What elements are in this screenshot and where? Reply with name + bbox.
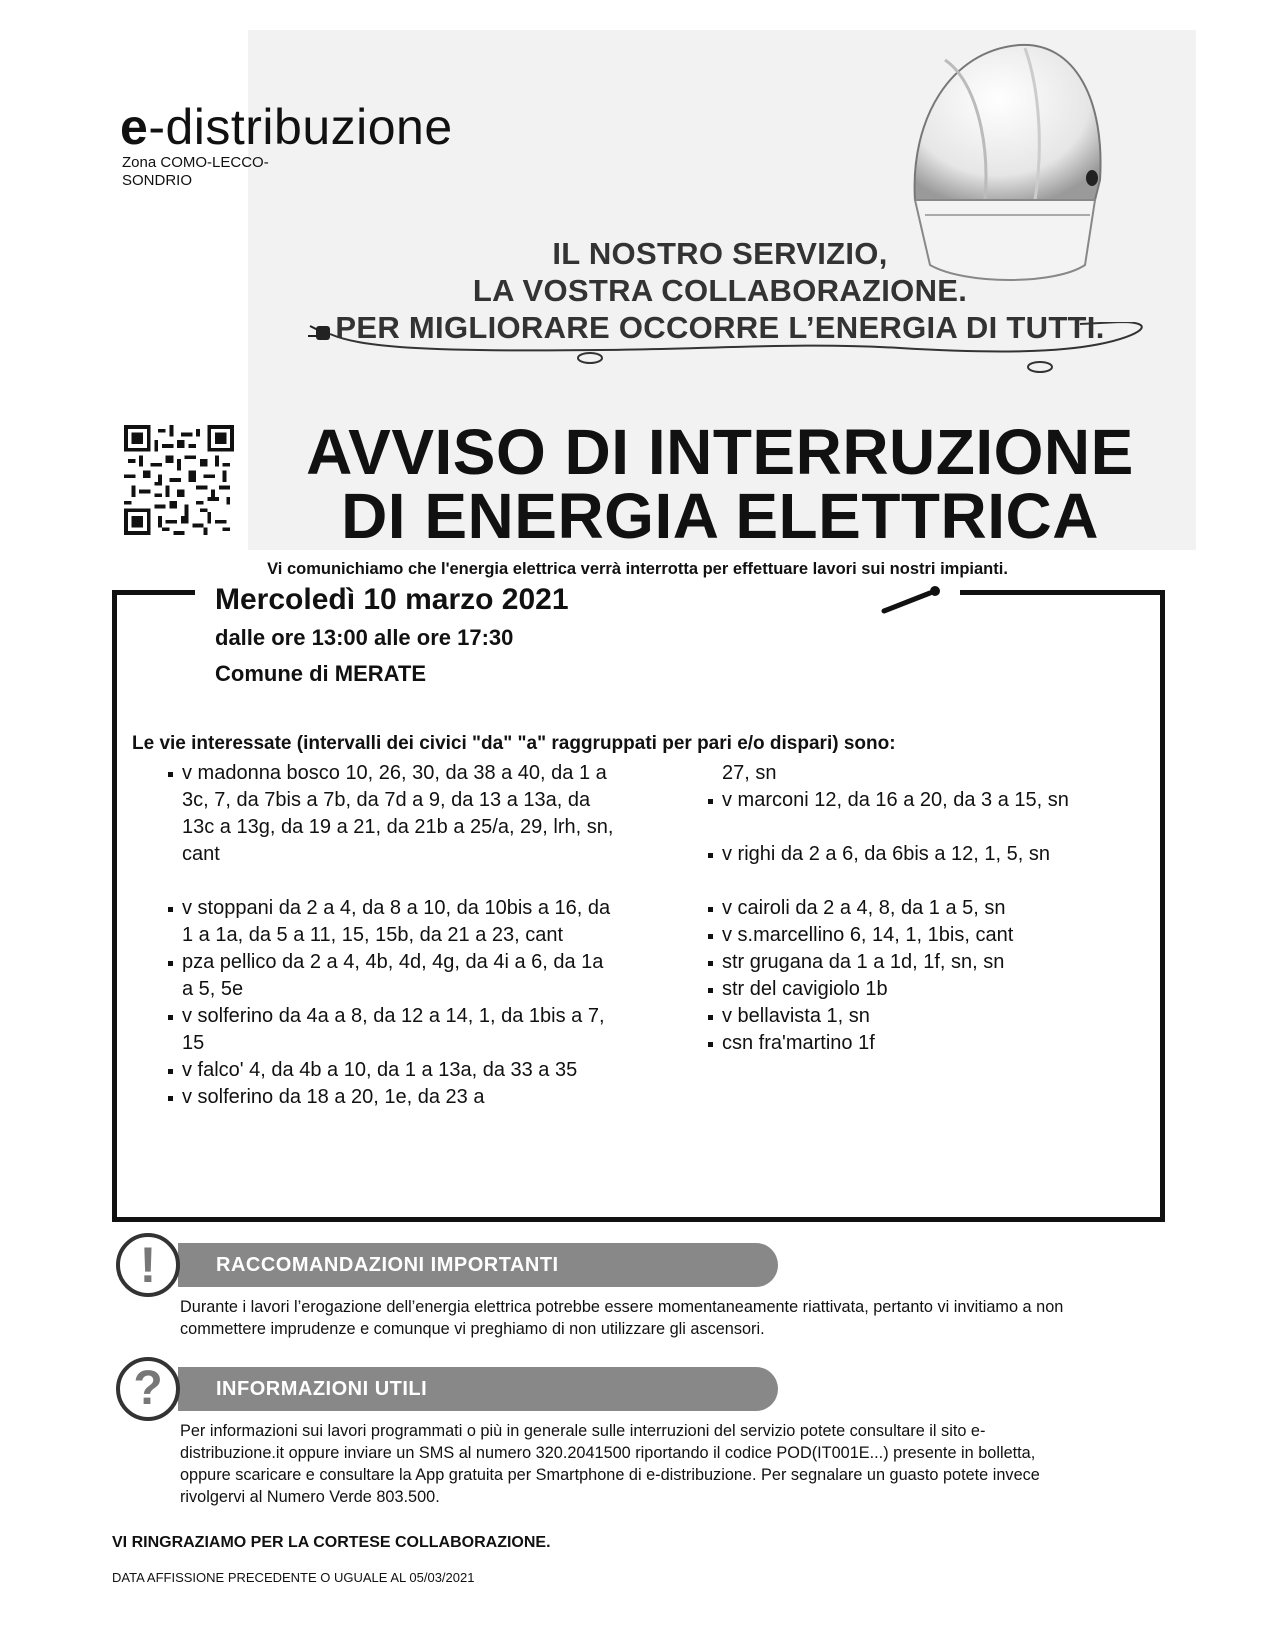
page-title [250,416,1190,552]
question-icon: ? [116,1357,180,1421]
page-subtitle: Vi comunichiamo che l'energia elettrica verrà interrotta per effettuare lavori sui nostri impianti. [267,560,1008,578]
title-line-2: DI ENERGIA ELETTRICA [341,480,1099,552]
slogan-line-2: LA VOSTRA COLLABORAZIONE. [472,273,968,308]
street-item: v s.marcellino 6, 14, 1, 1bis, cant [708,922,1168,949]
logo-e-mark: e [120,99,149,155]
zona-label: Zona COMO-LECCO-SONDRIO [122,154,269,189]
qr-code-icon[interactable] [124,425,234,535]
street-item: v bellavista 1, sn [708,1003,1168,1030]
posting-date: DATA AFFISSIONE PRECEDENTE O UGUALE AL 05/03/2021 [112,1570,475,1585]
thanks-text: VI RINGRAZIAMO PER LA CORTESE COLLABORAZIONE. [112,1534,551,1551]
street-item: str grugana da 1 a 1d, 1f, sn, sn [708,949,1168,976]
street-item: v cairoli da 2 a 4, 8, da 1 a 5, sn [708,895,1168,922]
tool-icon [880,585,950,615]
street-item: v solferino da 4a a 8, da 12 a 14, 1, da 1bis a 7, 15 [168,1003,618,1057]
street-item: str del cavigiolo 1b [708,976,1168,1003]
exclamation-icon: ! [116,1233,180,1297]
street-item: v righi da 2 a 6, da 6bis a 12, 1, 5, sn [708,841,1168,868]
comune-label: Comune di MERATE [215,661,427,686]
streets-column-1 [168,760,618,1111]
street-item: pza pellico da 2 a 4, 4b, 4d, 4g, da 4i a 6, da 1a a 5, 5e [168,949,618,1003]
logo [120,98,453,156]
info-text: Per informazioni sui lavori programmati o più in generale sulle interruzioni del servizio potete consultare il sito e-distribuzione.it oppure inviare un SMS al numero 320.2041500 riportando il codice POD(IT001E...) presente in bolletta, oppure scaricare e consultare la App gratuita per Smartphone di e-distribuzione. Per segnalare un guasto potete invece rivolgervi al Numero Verde 803.500. [180,1422,1040,1506]
recommendations-heading: RACCOMANDAZIONI IMPORTANTI [178,1243,778,1287]
street-item: csn fra'martino 1f [708,1030,1168,1057]
notice-box-top-right-border [960,590,1165,595]
street-item: v stoppani da 2 a 4, da 8 a 10, da 10bis a 16, da 1 a 1a, da 5 a 11, 15, 15b, da 21 a 23, cant [168,895,618,949]
slogan-line-1: IL NOSTRO SERVIZIO, [552,236,888,271]
interruption-date: Mercoledì 10 marzo 2021 [215,583,569,616]
street-item-continuation: 27, sn [722,762,777,784]
street-item: v falco' 4, da 4b a 10, da 1 a 13a, da 33 a 35 [168,1057,618,1084]
streets-column-2 [708,760,1168,1057]
slogan-line-3: PER MIGLIORARE OCCORRE L’ENERGIA DI TUTTI. [335,310,1105,345]
recommendations-text: Durante i lavori l’erogazione dell’energia elettrica potrebbe essere momentaneamente riattivata, pertanto vi invitiamo a non commettere imprudenze e comunque vi preghiamo di non utilizzare gli ascensori. [180,1298,1064,1338]
cable-plug-icon [300,322,1160,392]
title-line-1: AVVISO DI INTERRUZIONE [306,416,1134,488]
street-item: v madonna bosco 10, 26, 30, da 38 a 40, da 1 a 3c, 7, da 7bis a 7b, da 7d a 9, da 13 a 13a, da 13c a 13g, da 19 a 21, da 21b a 25/a, 29, lrh, sn, cant [168,760,618,868]
streets-heading: Le vie interessate (intervalli dei civici "da" "a" raggruppati per pari e/o dispari) sono: [132,733,896,754]
street-item: v solferino da 18 a 20, 1e, da 23 a [168,1084,618,1111]
info-heading: INFORMAZIONI UTILI [178,1367,778,1411]
street-item: v marconi 12, da 16 a 20, da 3 a 15, sn [708,787,1168,814]
interruption-time: dalle ore 13:00 alle ore 17:30 [215,625,514,650]
logo-text: -distribuzione [148,99,453,155]
notice-box-top-left-border [112,590,195,595]
